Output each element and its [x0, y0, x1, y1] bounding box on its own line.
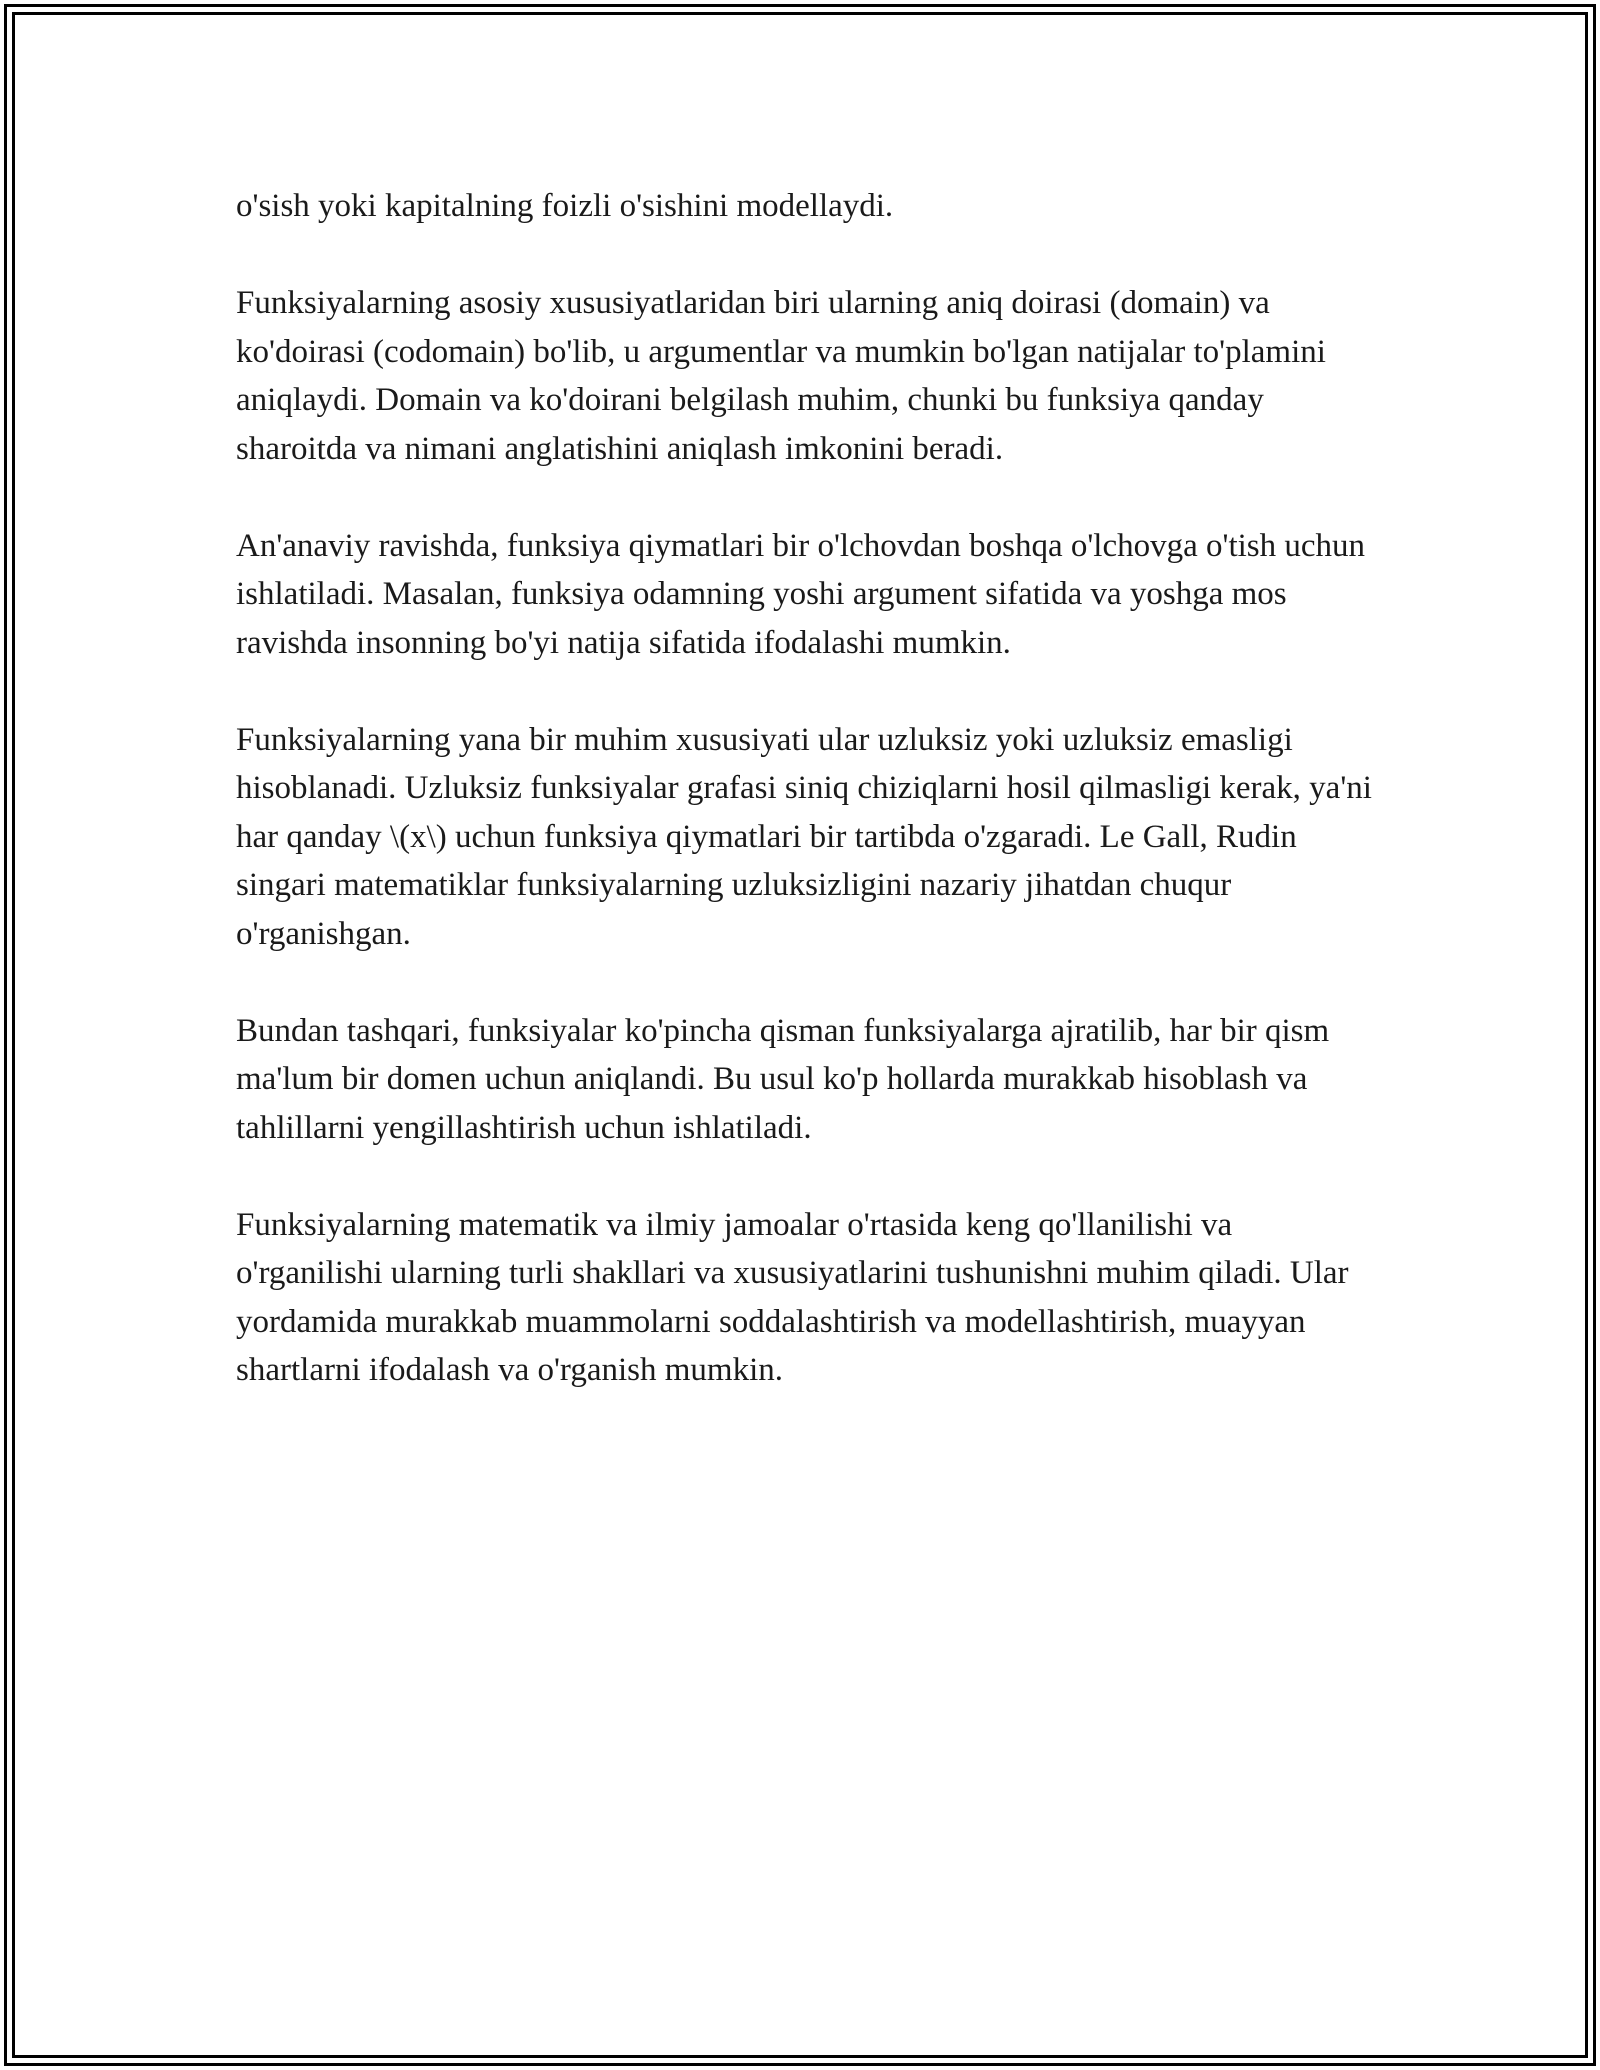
- paragraph: An'anaviy ravishda, funksiya qiymatlari bir o'lchovdan boshqa o'lchovga o'tish uchun ishlatiladi. Masalan, funksiya odamning yoshi argument sifatida va yoshga mos ravishda insonning bo'yi natija sifatida ifodalashi mumkin.: [236, 527, 1366, 661]
- paragraph: Funksiyalarning yana bir muhim xususiyati ular uzluksiz yoki uzluksiz emasligi hisoblanadi. Uzluksiz funksiyalar grafasi siniq chiziqlarni hosil qilmasligi kerak, ya'ni har qanday \(x\) uchun funksiya qiymatlari bir tartibda o'zgaradi. Le Gall, Rudin singari matematiklar funksiyalarning uzluksizligini nazariy jihatdan chuqur o'rganishgan.: [236, 721, 1372, 952]
- paragraph: o'sish yoki kapitalning foizli o'sishini modellaydi.: [236, 188, 894, 224]
- document-body: [236, 182, 1386, 1443]
- paragraph: Funksiyalarning matematik va ilmiy jamoalar o'rtasida keng qo'llanilishi va o'rganilishi ularning turli shakllari va xususiyatlarini tushunishni muhim qiladi. Ular yordamida murakkab muammolarni soddalashtirish va modellashtirish, muayyan shartlarni ifodalash va o'rganish mumkin.: [236, 1206, 1349, 1388]
- paragraph: Bundan tashqari, funksiyalar ko'pincha qisman funksiyalarga ajratilib, har bir qism ma'lum bir domen uchun aniqlandi. Bu usul ko'p hollarda murakkab hisoblash va tahlillarni yengillashtirish uchun ishlatiladi.: [236, 1012, 1330, 1146]
- paragraph: Funksiyalarning asosiy xususiyatlaridan biri ularning aniq doirasi (domain) va ko'doirasi (codomain) bo'lib, u argumentlar va mumkin bo'lgan natijalar to'plamini aniqlaydi. Domain va ko'doirani belgilash muhim, chunki bu funksiya qanday sharoitda va nimani anglatishini aniqlash imkonini beradi.: [236, 285, 1326, 467]
